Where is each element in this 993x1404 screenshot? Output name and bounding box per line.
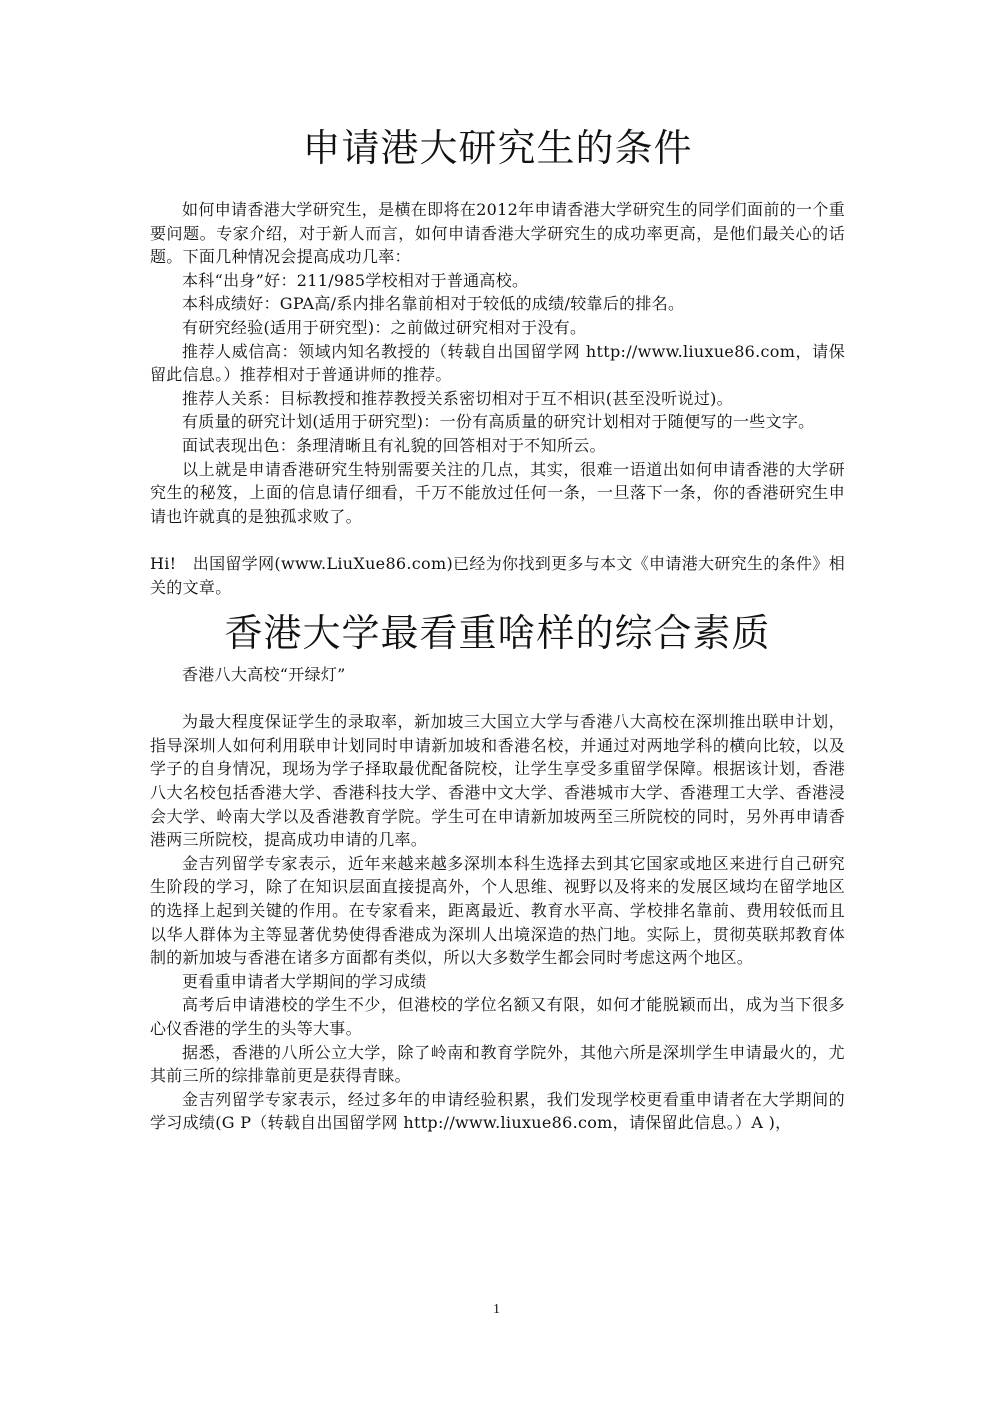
related-articles-note: Hi! 出国留学网(www.LiuXue86.com)已经为你找到更多与本文《申请港大研究生的条件》相关的文章。 <box>150 553 845 597</box>
paragraph: 本科“出身”好：211/985学校相对于普通高校。 <box>182 270 529 290</box>
paragraph: 为最大程度保证学生的录取率，新加坡三大国立大学与香港八大高校在深圳推出联申计划，指导深圳人如何利用联申计划同时申请新加坡和香港名校，并通过对两地学科的横向比较，以及学子的自身情况，现场为学子择取最优配备院校，让学生享受多重留学保障。根据该计划，香港八大名校包括香港大学、香港科技大学、香港中文大学、香港城市大学、香港理工大学、香港浸会大学、岭南大学以及香港教育学院。学生可在申请新加坡两至三所院校的同时，另外再申请香港两三所院校，提高成功申请的几率。 <box>150 712 845 850</box>
article-title: 香港大学最看重啥样的综合素质 <box>224 611 771 656</box>
paragraph: 金吉列留学专家表示，近年来越来越多深圳本科生选择去到其它国家或地区来进行自己研究生阶段的学习，除了在知识层面直接提高外，个人思维、视野以及将来的发展区域均在留学地区的选择上起到关键的作用。在专家看来，距离最近、教育水平高、学校排名靠前、费用较低而且以华人群体为主等显著优势使得香港成为深圳人出境深造的热门地。实际上，贯彻英联邦教育体制的新加坡与香港在诸多方面都有类似，所以大多数学生都会同时考虑这两个地区。 <box>150 853 845 968</box>
spacer <box>150 528 845 552</box>
page-number: 1 <box>493 1302 500 1317</box>
spacer <box>150 687 845 711</box>
article-title: 申请港大研究生的条件 <box>302 126 693 170</box>
paragraph: 推荐人关系：目标教授和推荐教授关系密切相对于互不相识(甚至没听说过)。 <box>182 388 733 408</box>
paragraph: 高考后申请港校的学生不少，但港校的学位名额又有限，如何才能脱颖而出，成为当下很多心仪香港的学生的头等大事。 <box>150 995 845 1038</box>
paragraph: 推荐人威信高：领域内知名教授的（转载自出国留学网 http://www.liuxue86.com，请保留此信息。）推荐相对于普通讲师的推荐。 <box>150 341 845 385</box>
section-heading: 更看重申请者大学期间的学习成绩 <box>182 971 427 991</box>
paragraph: 如何申请香港大学研究生，是横在即将在2012年申请香港大学研究生的同学们面前的一个重要问题。专家介绍，对于新人而言，如何申请香港大学研究生的成功率更高，是他们最关心的话题。下面几种情况会提高成功几率： <box>150 200 845 267</box>
article-body <box>150 198 845 528</box>
page-content <box>150 118 845 1135</box>
paragraph: 本科成绩好：GPA高/系内排名靠前相对于较低的成绩/较靠后的排名。 <box>182 294 685 314</box>
paragraph: 金吉列留学专家表示，经过多年的申请经验积累，我们发现学校更看重申请者在大学期间的学习成绩(G P（转载自出国留学网 http://www.liuxue86.com，请保留此信息。）A )， <box>150 1089 845 1133</box>
paragraph: 有质量的研究计划(适用于研究型)：一份有高质量的研究计划相对于随便写的一些文字。 <box>182 412 815 432</box>
paragraph: 有研究经验(适用于研究型)：之前做过研究相对于没有。 <box>182 317 587 337</box>
paragraph: 据悉，香港的八所公立大学，除了岭南和教育学院外，其他六所是深圳学生申请最火的，尤其前三所的综排靠前更是获得青睐。 <box>150 1042 845 1086</box>
article-body <box>150 710 845 1135</box>
paragraph: 以上就是申请香港研究生特别需要关注的几点，其实，很难一语道出如何申请香港的大学研究生的秘笈，上面的信息请仔细看，千万不能放过任何一条，一旦落下一条，你的香港研究生申请也许就真的是独孤求败了。 <box>150 459 845 526</box>
article-subtitle: 香港八大高校“开绿灯” <box>182 665 346 685</box>
paragraph: 面试表现出色：条理清晰且有礼貌的回答相对于不知所云。 <box>182 435 606 455</box>
